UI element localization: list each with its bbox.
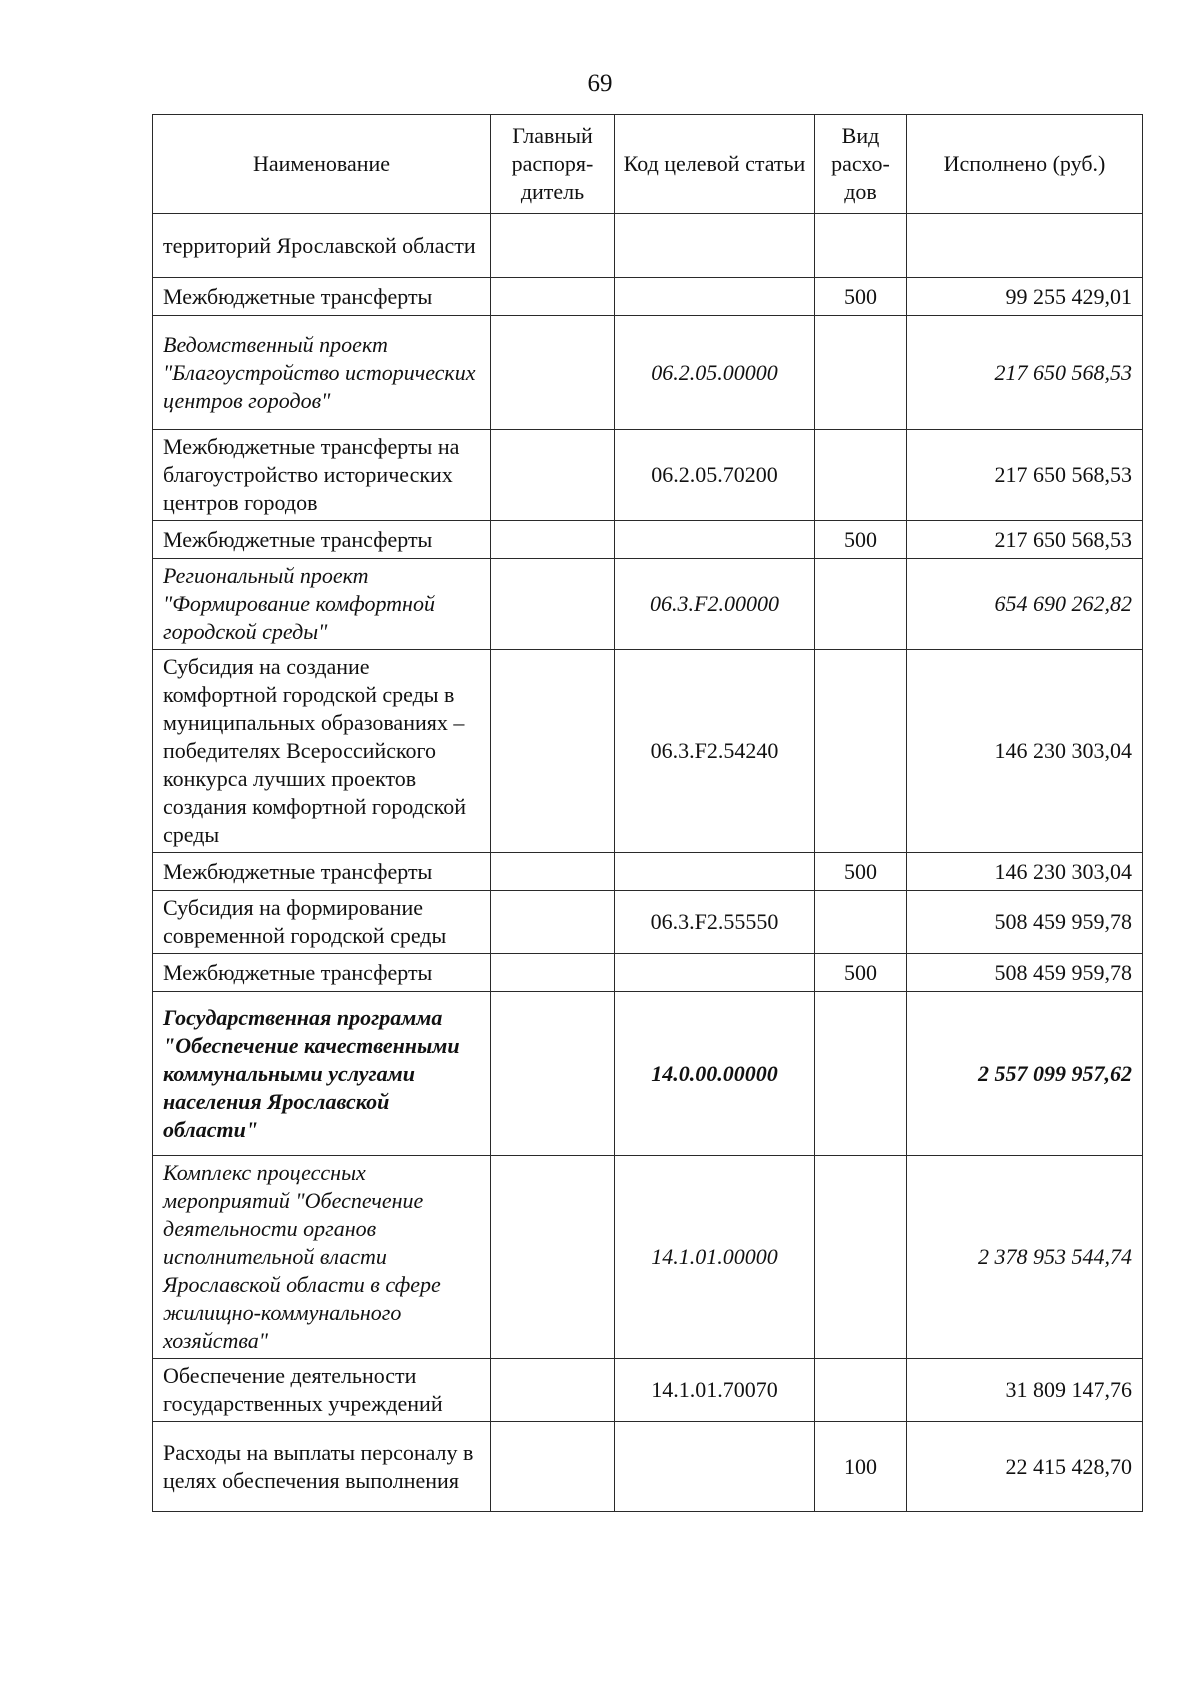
cell-manager: [491, 521, 615, 559]
cell-amount: 217 650 568,53: [907, 316, 1143, 430]
cell-code: 06.3.F2.00000: [615, 559, 815, 650]
cell-amount: 508 459 959,78: [907, 954, 1143, 992]
cell-name: Межбюджетные трансферты: [153, 278, 491, 316]
cell-name: Межбюджетные трансферты: [153, 853, 491, 891]
cell-type: [815, 650, 907, 853]
cell-code: 14.0.00.00000: [615, 992, 815, 1156]
cell-manager: [491, 430, 615, 521]
cell-manager: [491, 1359, 615, 1422]
table-row: [153, 1156, 1143, 1359]
cell-code: 06.3.F2.55550: [615, 891, 815, 954]
cell-name: Межбюджетные трансферты: [153, 521, 491, 559]
cell-amount: 146 230 303,04: [907, 650, 1143, 853]
cell-name: Субсидия на создание комфортной городской среды в муниципальных образованиях – победителях Всероссийского конкурса лучших проектов создания комфортной городской среды: [153, 650, 491, 853]
cell-manager: [491, 1156, 615, 1359]
cell-name: Региональный проект "Формирование комфортной городской среды": [153, 559, 491, 650]
cell-code: 06.2.05.70200: [615, 430, 815, 521]
cell-code: [615, 954, 815, 992]
cell-manager: [491, 1422, 615, 1512]
cell-name: Ведомственный проект "Благоустройство исторических центров городов": [153, 316, 491, 430]
header-name: Наименование: [153, 115, 491, 214]
cell-type: [815, 891, 907, 954]
cell-type: 500: [815, 954, 907, 992]
cell-type: [815, 559, 907, 650]
cell-name: Обеспечение деятельности государственных учреждений: [153, 1359, 491, 1422]
table-row: [153, 650, 1143, 853]
cell-manager: [491, 650, 615, 853]
cell-amount: 31 809 147,76: [907, 1359, 1143, 1422]
cell-amount: 654 690 262,82: [907, 559, 1143, 650]
header-amount: Исполнено (руб.): [907, 115, 1143, 214]
cell-manager: [491, 278, 615, 316]
cell-manager: [491, 954, 615, 992]
cell-type: [815, 430, 907, 521]
cell-type: [815, 1156, 907, 1359]
table-row: [153, 278, 1143, 316]
cell-code: [615, 853, 815, 891]
table-row: [153, 853, 1143, 891]
cell-name: Государственная программа "Обеспечение качественными коммунальными услугами населения Ярославской области": [153, 992, 491, 1156]
budget-table: [152, 114, 1143, 1512]
cell-type: [815, 316, 907, 430]
cell-manager: [491, 214, 615, 278]
cell-name: Межбюджетные трансферты на благоустройство исторических центров городов: [153, 430, 491, 521]
cell-manager: [491, 992, 615, 1156]
cell-type: [815, 992, 907, 1156]
cell-manager: [491, 316, 615, 430]
cell-type: 500: [815, 521, 907, 559]
cell-amount: 2 557 099 957,62: [907, 992, 1143, 1156]
cell-type: 500: [815, 853, 907, 891]
table-row: [153, 954, 1143, 992]
cell-code: [615, 521, 815, 559]
header-code: Код целевой статьи: [615, 115, 815, 214]
table-row: [153, 1359, 1143, 1422]
cell-code: 06.2.05.00000: [615, 316, 815, 430]
cell-amount: 217 650 568,53: [907, 430, 1143, 521]
cell-code: 14.1.01.00000: [615, 1156, 815, 1359]
cell-type: [815, 1359, 907, 1422]
cell-name: Расходы на выплаты персоналу в целях обеспечения выполнения: [153, 1422, 491, 1512]
cell-amount: 99 255 429,01: [907, 278, 1143, 316]
table-row: [153, 214, 1143, 278]
cell-name: Комплекс процессных мероприятий "Обеспечение деятельности органов исполнительной власти Ярославской области в сфере жилищно-коммунального хозяйства": [153, 1156, 491, 1359]
table-row: [153, 891, 1143, 954]
cell-type: 100: [815, 1422, 907, 1512]
cell-amount: 146 230 303,04: [907, 853, 1143, 891]
cell-manager: [491, 853, 615, 891]
table-row: [153, 559, 1143, 650]
table-row: [153, 316, 1143, 430]
cell-code: 06.3.F2.54240: [615, 650, 815, 853]
table-body: [153, 214, 1143, 1512]
cell-name: Субсидия на формирование современной городской среды: [153, 891, 491, 954]
cell-code: [615, 278, 815, 316]
cell-code: 14.1.01.70070: [615, 1359, 815, 1422]
cell-amount: 217 650 568,53: [907, 521, 1143, 559]
cell-type: [815, 214, 907, 278]
page-number: 69: [587, 70, 613, 97]
cell-code: [615, 1422, 815, 1512]
cell-amount: 508 459 959,78: [907, 891, 1143, 954]
cell-amount: 2 378 953 544,74: [907, 1156, 1143, 1359]
header-type: Вид расхо-дов: [815, 115, 907, 214]
cell-manager: [491, 891, 615, 954]
cell-manager: [491, 559, 615, 650]
table-row: [153, 1422, 1143, 1512]
cell-type: 500: [815, 278, 907, 316]
cell-name: территорий Ярославской области: [153, 214, 491, 278]
header-manager: Главный распоря-дитель: [491, 115, 615, 214]
cell-amount: 22 415 428,70: [907, 1422, 1143, 1512]
table-row: [153, 430, 1143, 521]
table-header-row: [153, 115, 1143, 214]
table-row: [153, 521, 1143, 559]
cell-name: Межбюджетные трансферты: [153, 954, 491, 992]
cell-code: [615, 214, 815, 278]
table-row: [153, 992, 1143, 1156]
cell-amount: [907, 214, 1143, 278]
